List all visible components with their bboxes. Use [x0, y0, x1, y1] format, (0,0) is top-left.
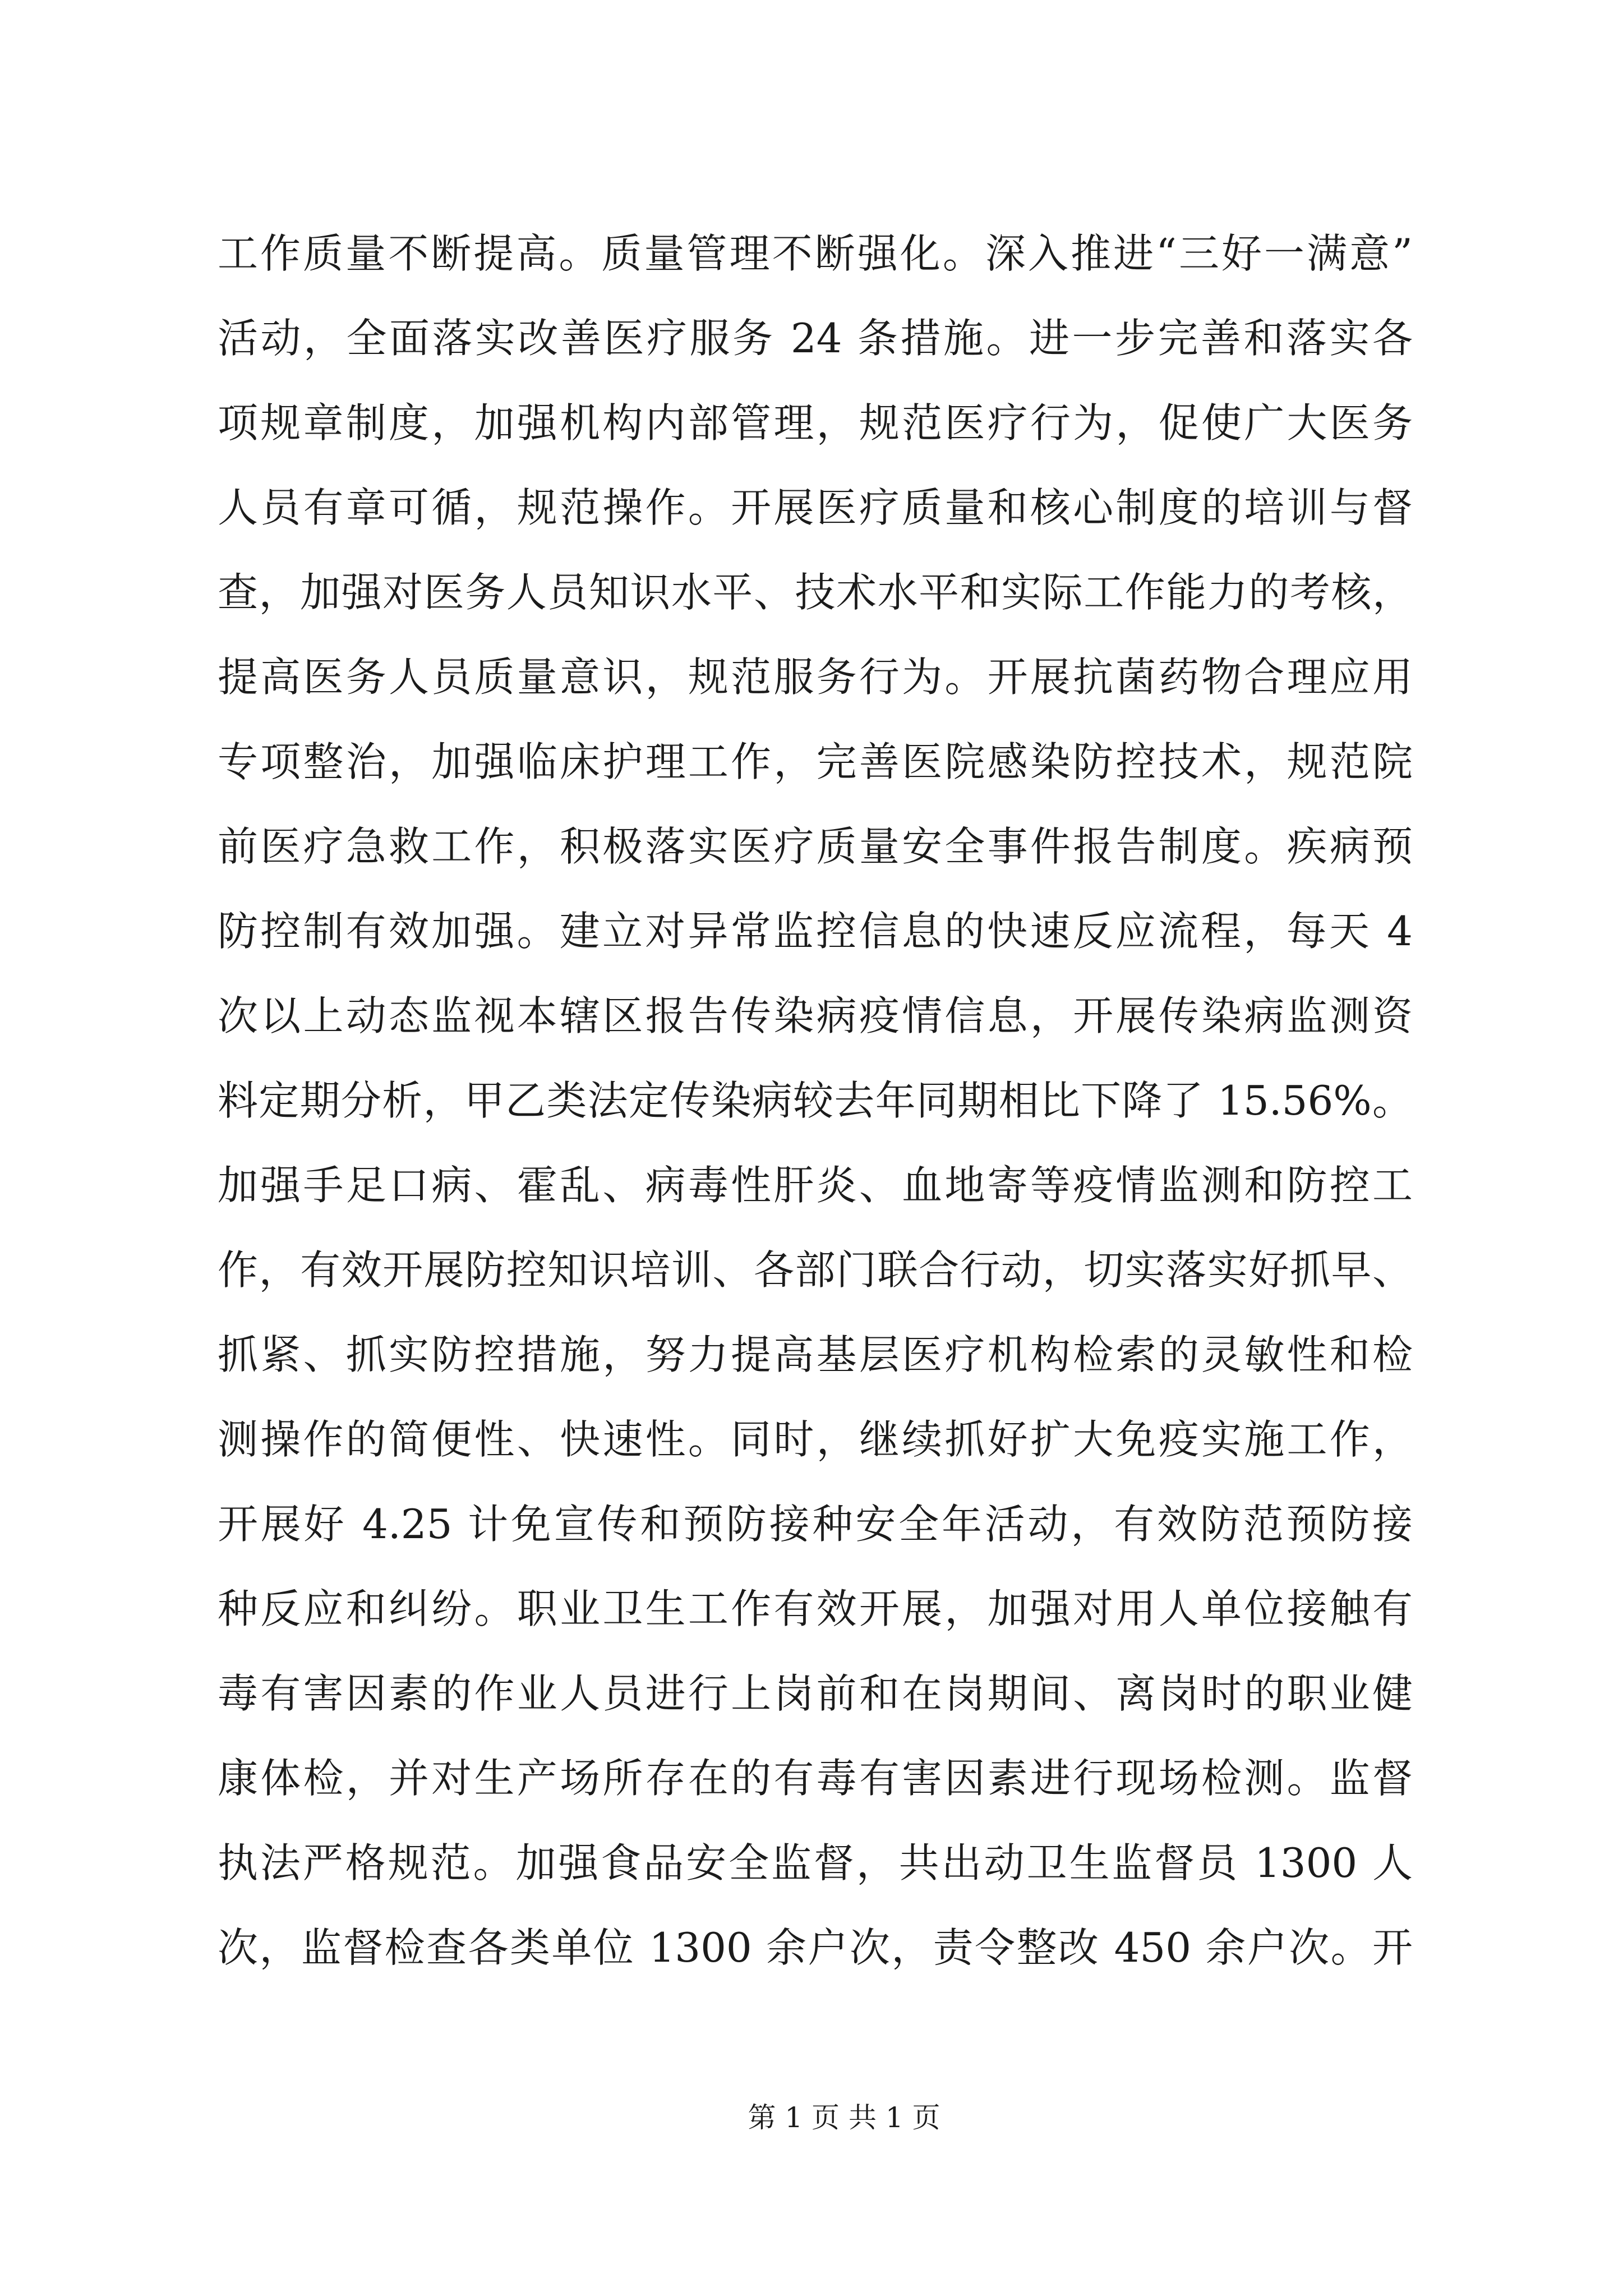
body-line: 次以上动态监视本辖区报告传染病疫情信息，开展传染病监测资 [218, 992, 1413, 1039]
body-line: 执法严格规范。加强食品安全监督，共出动卫生监督员 1300 人 [218, 1839, 1413, 1887]
body-line: 人员有章可循，规范操作。开展医疗质量和核心制度的培训与督 [218, 484, 1413, 531]
body-line: 开展好 4.25 计免宣传和预防接种安全年活动，有效防范预防接 [218, 1501, 1413, 1548]
body-line: 料定期分析，甲乙类法定传染病较去年同期相比下降了 15.56%。 [218, 1077, 1413, 1124]
body-line: 提高医务人员质量意识，规范服务行为。开展抗菌药物合理应用 [218, 654, 1413, 701]
body-line: 加强手足口病、霍乱、病毒性肝炎、血地寄等疫情监测和防控工 [218, 1162, 1413, 1209]
page-footer: 第 1 页 共 1 页 [748, 2101, 940, 2134]
body-line: 专项整治，加强临床护理工作，完善医院感染防控技术，规范院 [218, 738, 1413, 785]
body-line: 毒有害因素的作业人员进行上岗前和在岗期间、离岗时的职业健 [218, 1670, 1413, 1717]
body-line: 查，加强对医务人员知识水平、技术水平和实际工作能力的考核， [218, 569, 1413, 616]
body-line: 项规章制度，加强机构内部管理，规范医疗行为，促使广大医务 [218, 399, 1413, 447]
body-line: 作，有效开展防控知识培训、各部门联合行动，切实落实好抓早、 [218, 1246, 1413, 1294]
body-line: 种反应和纠纷。职业卫生工作有效开展，加强对用人单位接触有 [218, 1585, 1413, 1632]
body-line: 抓紧、抓实防控措施，努力提高基层医疗机构检索的灵敏性和检 [218, 1331, 1413, 1378]
body-line: 前医疗急救工作，积极落实医疗质量安全事件报告制度。疾病预 [218, 823, 1413, 870]
body-line: 康体检，并对生产场所存在的有毒有害因素进行现场检测。监督 [218, 1755, 1413, 1802]
body-line: 工作质量不断提高。质量管理不断强化。深入推进“三好一满意” [218, 230, 1413, 277]
body-text [218, 211, 1413, 1990]
body-line: 活动，全面落实改善医疗服务 24 条措施。进一步完善和落实各 [218, 315, 1413, 362]
body-line: 测操作的简便性、快速性。同时，继续抓好扩大免疫实施工作， [218, 1416, 1413, 1463]
body-line: 防控制有效加强。建立对异常监控信息的快速反应流程，每天 4 [218, 908, 1413, 955]
body-line: 次，监督检查各类单位 1300 余户次，责令整改 450 余户次。开 [218, 1924, 1413, 1971]
